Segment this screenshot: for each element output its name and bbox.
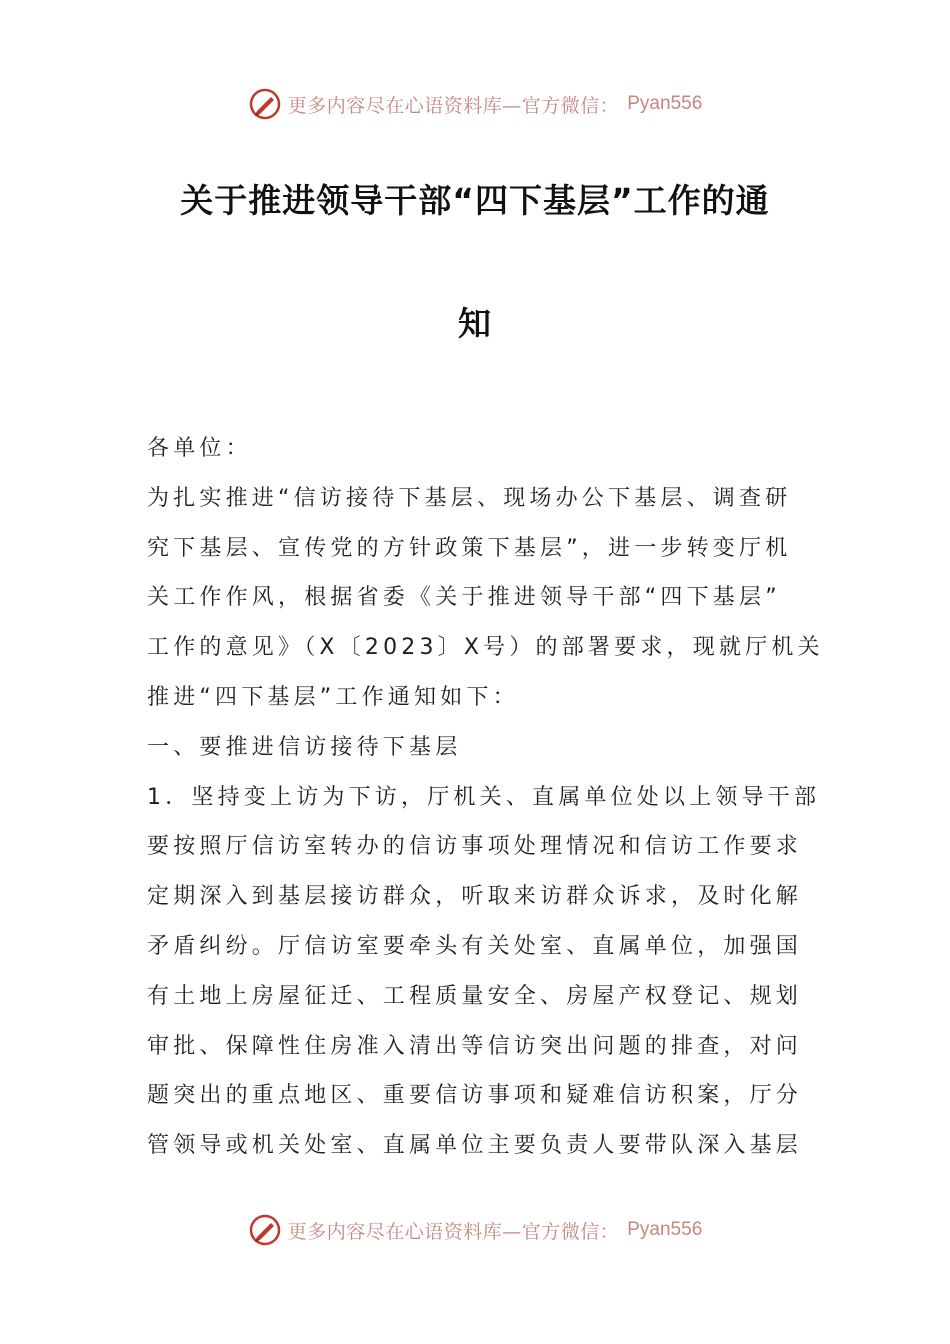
- section-heading: 一、要推进信访接待下基层: [147, 734, 462, 760]
- document-title-line-2: 知: [458, 304, 492, 343]
- body-line: 题突出的重点地区、重要信访事项和疑难信访积案，厅分: [147, 1083, 803, 1109]
- watermark-text: 更多内容尽在心语资料库—官方微信：: [287, 1220, 620, 1243]
- body-line: 为扎实推进“信访接待下基层、现场办公下基层、调查研: [147, 485, 792, 511]
- body-line: 要按照厅信访室转办的信访事项处理情况和信访工作要求: [147, 834, 803, 860]
- body-line: 有土地上房屋征迁、工程质量安全、房屋产权登记、规划: [147, 983, 803, 1009]
- body-line: 工作的意见》（X〔2023〕X号）的部署要求，现就厅机关: [147, 635, 824, 661]
- document-title-line-1: 关于推进领导干部“四下基层”工作的通: [180, 181, 770, 220]
- body-line: 各单位：: [147, 436, 252, 461]
- body-line: 定期深入到基层接访群众，听取来访群众诉求，及时化解: [147, 884, 803, 910]
- body-line: 管领导或机关处室、直属单位主要负责人要带队深入基层: [147, 1133, 803, 1159]
- footer-watermark: [0, 1210, 950, 1250]
- body-line: 究下基层、宣传党的方针政策下基层”，进一步转变厅机: [147, 535, 792, 561]
- body-line: 1．坚持变上访为下访，厅机关、直属单位处以上领导干部: [147, 784, 821, 810]
- body-line: 矛盾纠纷。厅信访室要牵头有关处室、直属单位，加强国: [147, 933, 803, 959]
- body-line: 审批、保障性住房准入清出等信访突出问题的排查，对问: [147, 1033, 803, 1059]
- header-watermark: [0, 84, 950, 124]
- pen-logo-icon: [248, 1213, 282, 1247]
- watermark-wechat-id: Pyan556: [627, 1219, 703, 1240]
- watermark-text: 更多内容尽在心语资料库—官方微信：: [287, 94, 620, 117]
- document-body: [147, 424, 824, 1171]
- pen-logo-icon: [248, 87, 282, 121]
- body-line: 关工作作风，根据省委《关于推进领导干部“四下基层”: [147, 585, 781, 611]
- watermark-wechat-id: Pyan556: [627, 93, 703, 114]
- body-line: 推进“四下基层”工作通知如下：: [147, 684, 519, 710]
